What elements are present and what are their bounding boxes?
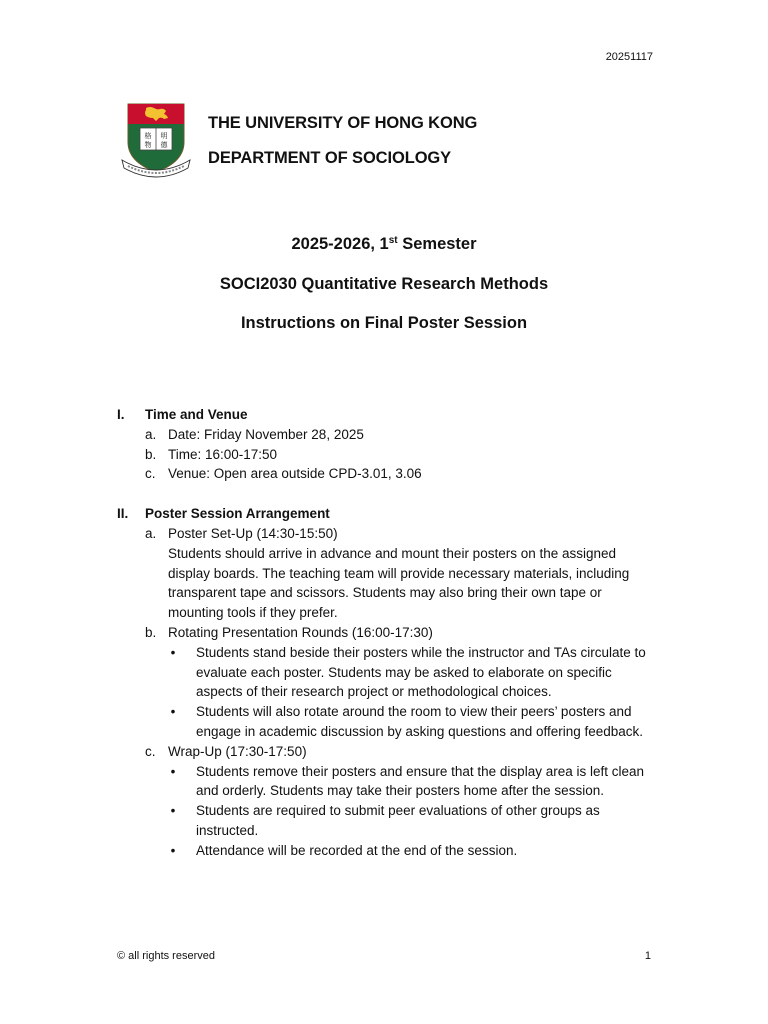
list-item — [145, 445, 657, 465]
item-label: a. — [145, 525, 157, 541]
bullet-text: Students stand beside their posters while the instructor and TAs circulate to evaluate each poster. Students may be asked to elaborate on specific aspects of their research project or methodological choices. — [196, 644, 646, 700]
document-body — [117, 405, 657, 861]
bullet-text: Students are required to submit peer evaluations of other groups as instructed. — [196, 803, 600, 838]
bullet-list — [168, 643, 657, 742]
section-number: I. — [117, 407, 125, 422]
bullet-item — [168, 702, 657, 742]
bullet-icon: • — [170, 803, 176, 819]
list-item — [145, 524, 657, 623]
university-name: THE UNIVERSITY OF HONG KONG — [208, 114, 478, 132]
section-time-venue — [117, 405, 657, 484]
semester-prefix: 2025-2026, 1 — [291, 235, 389, 253]
semester-title — [0, 235, 768, 254]
svg-text:物: 物 — [144, 141, 152, 149]
item-text: Venue: Open area outside CPD-3.01, 3.06 — [168, 466, 422, 482]
department-name: DEPARTMENT OF SOCIOLOGY — [208, 149, 452, 167]
svg-text:明: 明 — [160, 132, 168, 140]
item-description: Students should arrive in advance and mount their posters on the assigned display boards. The teaching team will provide necessary materials, including transparent tape and scissors. Students may also bring their own tape or mounting tools if they prefer. — [168, 545, 630, 621]
svg-text:德: 德 — [160, 141, 168, 149]
bullet-text: Attendance will be recorded at the end of the session. — [196, 842, 518, 858]
item-label: c. — [145, 466, 156, 482]
section-heading: Poster Session Arrangement — [145, 506, 330, 522]
item-list — [145, 425, 657, 484]
item-label: c. — [145, 743, 156, 759]
section-poster-arrangement — [117, 504, 657, 860]
item-text: Time: 16:00-17:50 — [168, 446, 278, 462]
section-number: II. — [117, 506, 129, 522]
list-item — [145, 623, 657, 742]
bullet-item — [168, 762, 657, 802]
bullet-item — [168, 643, 657, 702]
bullet-list — [168, 762, 657, 861]
svg-text:格: 格 — [144, 132, 152, 140]
item-text: Wrap-Up (17:30-17:50) — [168, 743, 307, 759]
semester-superscript: st — [388, 235, 398, 246]
instructions-title: Instructions on Final Poster Session — [240, 314, 528, 332]
item-label: b. — [145, 446, 157, 462]
semester-suffix: Semester — [397, 235, 477, 253]
item-text: Date: Friday November 28, 2025 — [168, 426, 364, 442]
bullet-text: Students will also rotate around the room to view their peers’ posters and engage in academic discussion by asking questions and offering feedback. — [196, 704, 644, 739]
footer-copyright: © all rights reserved — [117, 950, 215, 962]
bullet-icon: • — [170, 704, 176, 720]
document-id: 20251117 — [605, 51, 653, 63]
item-list — [145, 524, 657, 861]
list-item — [145, 425, 657, 445]
section-heading: Time and Venue — [145, 407, 248, 422]
page-number: 1 — [644, 950, 651, 962]
item-text: Rotating Presentation Rounds (16:00-17:30) — [168, 624, 433, 640]
hku-crest-icon — [120, 102, 192, 178]
bullet-icon: • — [170, 763, 176, 779]
bullet-item — [168, 841, 657, 861]
bullet-text: Students remove their posters and ensure that the display area is left clean and orderly. Students may take their posters home after the session. — [196, 763, 645, 799]
item-label: a. — [145, 426, 157, 442]
item-text: Poster Set-Up (14:30-15:50) — [168, 525, 338, 541]
list-item — [145, 742, 657, 861]
course-title: SOCI2030 Quantitative Research Methods — [219, 275, 549, 293]
item-label: b. — [145, 624, 157, 640]
bullet-item — [168, 801, 657, 841]
bullet-icon: • — [170, 644, 176, 660]
bullet-icon: • — [170, 842, 176, 858]
list-item — [145, 464, 657, 484]
